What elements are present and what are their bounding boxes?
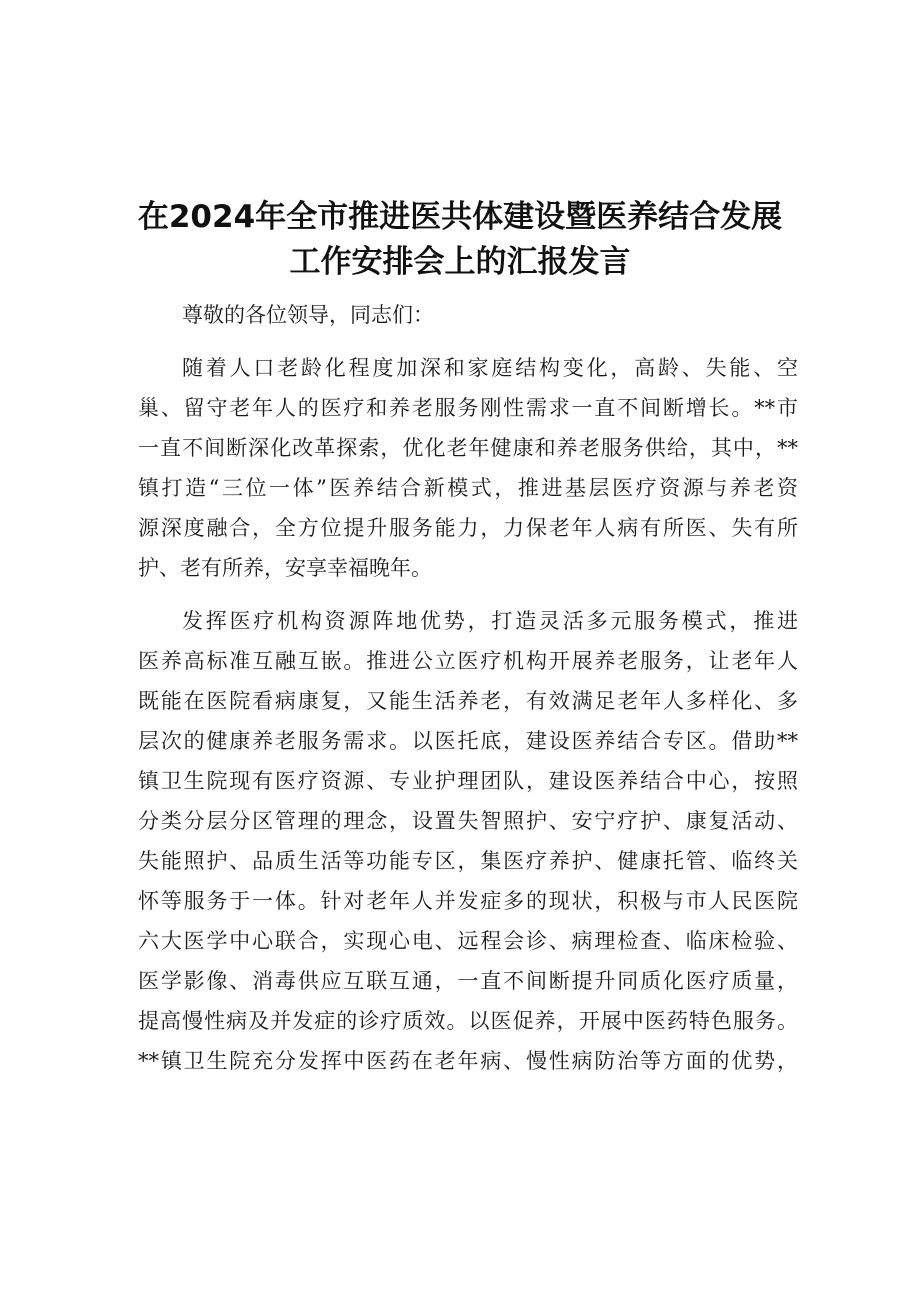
paragraph-line: **镇卫生院充分发挥中医药在老年病、慢性病防治等方面的优势， — [138, 1049, 798, 1073]
paragraph-1 — [138, 348, 798, 588]
salutation: 尊敬的各位领导，同志们： — [182, 303, 434, 327]
paragraph-line: 源深度融合，全方位提升服务能力，力保老年人病有所医、失有所 — [138, 516, 798, 540]
paragraph-line: 镇卫生院现有医疗资源、专业护理团队，建设医养结合中心，按照 — [138, 769, 798, 793]
paragraph-line: 失能照护、品质生活等功能专区，集医疗养护、健康托管、临终关 — [138, 849, 798, 873]
paragraph-2 — [138, 601, 798, 1081]
paragraph-line: 提高慢性病及并发症的诊疗质效。以医促养，开展中医药特色服务。 — [138, 1009, 798, 1033]
document-title-line-2: 工作安排会上的汇报发言 — [289, 244, 631, 280]
paragraph-line: 镇打造“三位一体”医养结合新模式，推进基层医疗资源与养老资 — [138, 476, 798, 500]
paragraph-line: 发挥医疗机构资源阵地优势，打造灵活多元服务模式，推进 — [182, 609, 798, 633]
paragraph-line: 六大医学中心联合，实现心电、远程会诊、病理检查、临床检验、 — [138, 929, 798, 953]
document-title-line-1: 在2024年全市推进医共体建设暨医养结合发展 — [137, 199, 783, 235]
paragraph-line: 巢、留守老年人的医疗和养老服务刚性需求一直不间断增长。**市 — [138, 396, 798, 420]
paragraph-line: 怀等服务于一体。针对老年人并发症多的现状，积极与市人民医院 — [138, 889, 798, 913]
paragraph-line: 层次的健康养老服务需求。以医托底，建设医养结合专区。借助** — [138, 729, 798, 753]
paragraph-line: 医养高标准互融互嵌。推进公立医疗机构开展养老服务，让老年人 — [138, 649, 798, 673]
paragraph-line: 随着人口老龄化程度加深和家庭结构变化，高龄、失能、空 — [182, 356, 798, 380]
paragraph-line: 分类分层分区管理的理念，设置失智照护、安宁疗护、康复活动、 — [138, 809, 798, 833]
paragraph-line: 护、老有所养，安享幸福晚年。 — [138, 556, 432, 580]
paragraph-line: 医学影像、消毒供应互联互通，一直不间断提升同质化医疗质量， — [138, 969, 798, 993]
document-body — [138, 295, 798, 1081]
paragraph-line: 既能在医院看病康复，又能生活养老，有效满足老年人多样化、多 — [138, 689, 798, 713]
paragraph-line: 一直不间断深化改革探索，优化老年健康和养老服务供给，其中，** — [138, 436, 798, 460]
